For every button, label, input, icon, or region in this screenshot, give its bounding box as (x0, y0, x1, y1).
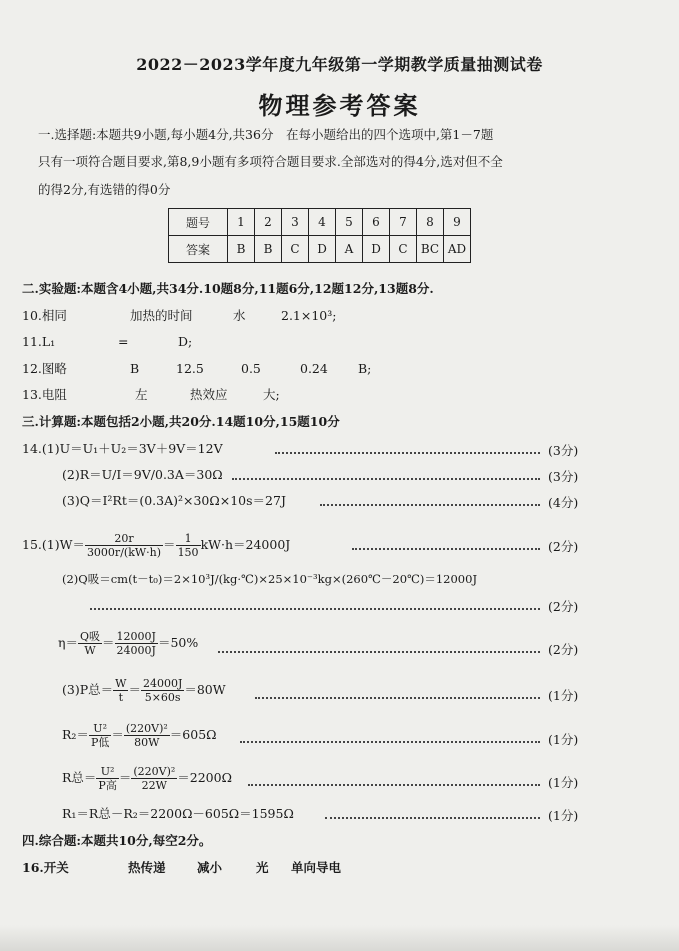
q11-answer-3: D; (178, 334, 193, 349)
section1-line3: 的得2分,有选错的得0分 (38, 182, 171, 197)
dotted-leader (320, 504, 540, 506)
section4-heading: 四.综合题:本题共10分,每空2分。 (22, 833, 212, 848)
dotted-leader (255, 697, 540, 699)
fraction: $\frac{20r}{3000r/(kW\cdot h)}$ (86, 532, 162, 559)
dotted-leader (325, 817, 540, 819)
dotted-leader (218, 651, 540, 653)
q11-answer-1: 11.L₁ (22, 334, 56, 349)
fraction: $\frac{\text{Q吸}}{W}$ (80, 630, 101, 657)
score-label: (1分) (548, 808, 579, 823)
r2-formula: R₂＝ $\frac{\text{U²}}{\text{P低}}$ ＝ $\frac{\text{(220V)²}}{80W}$ ＝605Ω (62, 722, 217, 749)
dotted-leader (352, 548, 540, 550)
q16-answer-2: 热传递 (128, 860, 166, 875)
score-label: (2分) (548, 599, 579, 614)
rtotal-formula: R总＝ $\frac{\text{U²}}{\text{P高}}$ ＝ $\frac{\text{(220V)²}}{22W}$ ＝2200Ω (62, 765, 232, 792)
q16-answer-5: 单向导电 (291, 860, 342, 875)
table-cell: D (363, 236, 390, 263)
q10-answer-2: 加热的时间 (130, 308, 193, 323)
table-header-cell: 题号 (169, 209, 228, 236)
table-cell: A (336, 236, 363, 263)
section1-line1: 一.选择题:本题共9小题,每小题4分,共36分 在每小题给出的四个选项中,第1－7题 (38, 127, 494, 142)
dotted-leader (248, 784, 540, 786)
table-cell: 4 (309, 209, 336, 236)
fraction: $\frac{\text{(220V)²}}{22W}$ (133, 765, 176, 792)
answer-key-title: 物理参考答案 (258, 91, 421, 120)
score-label: (3分) (548, 443, 579, 458)
q16-answer-3: 减小 (197, 860, 223, 875)
score-label: (1分) (548, 775, 579, 790)
q12-answer-2: B (130, 361, 140, 376)
fraction: $\frac{\text{U²}}{\text{P低}}$ (90, 722, 110, 749)
table-cell: D (309, 236, 336, 263)
table-cell: 6 (363, 209, 390, 236)
q12-answer-4: 0.5 (241, 361, 261, 376)
fraction: $\frac{W}{t}$ (115, 677, 127, 704)
q11-answer-2: = (118, 334, 129, 349)
dotted-leader (90, 608, 540, 610)
choice-answer-table (168, 208, 471, 263)
table-cell: C (390, 236, 417, 263)
section1-line2: 只有一项符合题目要求,第8,9小题有多项符合题目要求.全部选对的得4分,选对但不全 (38, 154, 503, 169)
q10-answer-4: 2.1×10³; (281, 308, 337, 323)
q16-answer-4: 光 (256, 860, 269, 875)
score-label: (1分) (548, 688, 579, 703)
efficiency-formula: η＝ $\frac{\text{Q吸}}{W}$ ＝ $\frac{12000J}{24000J}$ ＝50% (58, 630, 199, 657)
fraction: $\frac{24000J}{5\times 60s}$ (142, 677, 183, 704)
table-row-numbers (169, 209, 471, 236)
q15-part2: (2)Q吸＝cm(t－t₀)＝2×10³J/(kg·℃)×25×10⁻³kg×(260℃－20℃)＝12000J (62, 572, 478, 586)
table-cell: 8 (417, 209, 444, 236)
score-label: (2分) (548, 642, 579, 657)
q14-part2: (2)R＝U/I＝9V/0.3A＝30Ω (62, 467, 223, 482)
q10-answer-1: 10.相同 (22, 308, 67, 323)
fraction: $\frac{12000J}{24000J}$ (116, 630, 156, 657)
table-header-cell: 答案 (169, 236, 228, 263)
dotted-leader (240, 741, 540, 743)
fraction: $\frac{1}{150}$ (177, 532, 199, 559)
q10-answer-3: 水 (233, 308, 246, 323)
score-label: (1分) (548, 732, 579, 747)
q15-part1: 15.(1)W＝ $\frac{20r}{3000r/(kW\cdot h)}$ ＝ $\frac{1}{150}$ kW·h＝24000J (22, 532, 291, 559)
q13-answer-4: 大; (263, 387, 280, 402)
q15-part3-power: (3)P总＝ $\frac{W}{t}$ ＝ $\frac{24000J}{5\times 60s}$ ＝80W (62, 677, 226, 704)
table-cell: C (282, 236, 309, 263)
q12-answer-6: B; (358, 361, 372, 376)
table-cell: 2 (255, 209, 282, 236)
q14-part3: (3)Q＝I²Rt＝(0.3A)²×30Ω×10s＝27J (62, 493, 286, 508)
table-cell: 5 (336, 209, 363, 236)
q12-answer-3: 12.5 (176, 361, 204, 376)
table-cell: 7 (390, 209, 417, 236)
table-cell: 1 (228, 209, 255, 236)
q14-part1: 14.(1)U＝U₁＋U₂＝3V＋9V＝12V (22, 441, 223, 456)
score-label: (2分) (548, 539, 579, 554)
section3-heading: 三.计算题:本题包括2小题,共20分.14题10分,15题10分 (22, 414, 340, 429)
dotted-leader (232, 478, 540, 480)
dotted-leader (275, 452, 540, 454)
section2-heading: 二.实验题:本题含4小题,共34分.10题8分,11题6分,12题12分,13题8分. (22, 281, 434, 296)
score-label: (4分) (548, 495, 579, 510)
q12-answer-1: 12.图略 (22, 361, 67, 376)
q13-answer-2: 左 (135, 387, 148, 402)
q16-answer-1: 16.开关 (22, 860, 69, 875)
table-cell: 3 (282, 209, 309, 236)
r1-formula: R₁＝R总－R₂＝2200Ω－605Ω＝1595Ω (62, 806, 294, 821)
table-cell: B (255, 236, 282, 263)
table-cell: B (228, 236, 255, 263)
table-cell: AD (444, 236, 471, 263)
table-cell: BC (417, 236, 444, 263)
fraction: $\frac{\text{(220V)²}}{80W}$ (125, 722, 168, 749)
page-bottom-edge (0, 925, 679, 951)
exam-title: 2022－2023学年度九年级第一学期教学质量抽测试卷 (136, 55, 543, 74)
table-row-answers (169, 236, 471, 263)
q13-answer-1: 13.电阻 (22, 387, 67, 402)
q13-answer-3: 热效应 (190, 387, 228, 402)
table-cell: 9 (444, 209, 471, 236)
q12-answer-5: 0.24 (300, 361, 328, 376)
fraction: $\frac{\text{U²}}{\text{P高}}$ (98, 765, 117, 792)
score-label: (3分) (548, 469, 579, 484)
